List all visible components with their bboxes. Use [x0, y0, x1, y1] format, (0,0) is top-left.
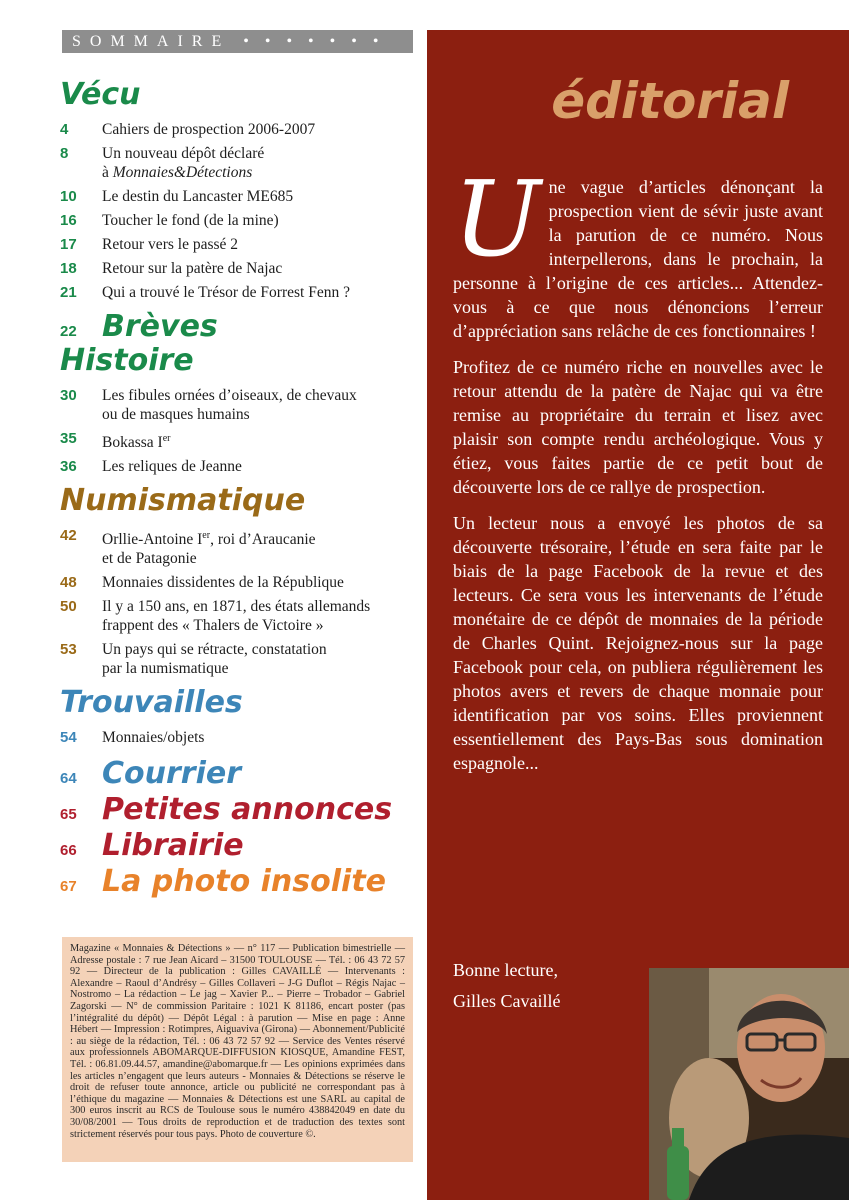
toc-entry-line: par la numismatique	[102, 660, 229, 678]
toc-section-photo-insolite[interactable]	[60, 864, 420, 900]
sommaire-dots: • • • • • • •	[243, 33, 385, 50]
sommaire-header	[62, 30, 413, 53]
section-title-histoire: Histoire	[60, 343, 194, 378]
toc-entry-title: Les reliques de Jeanne	[102, 458, 242, 476]
toc-page-number: 22	[60, 323, 77, 340]
toc-entry-title	[102, 429, 420, 452]
toc-entry-title: Retour vers le passé 2	[102, 236, 239, 253]
section-title-numismatique: Numismatique	[60, 483, 306, 519]
toc-entry-title: Le destin du Lancaster ME685	[102, 188, 294, 205]
toc-entry[interactable]	[60, 120, 420, 139]
toc-entry-title: Monnaies/objets	[102, 729, 205, 747]
section-title-trouvailles: Trouvailles	[60, 685, 243, 721]
sommaire-label: SOMMAIRE	[72, 33, 231, 50]
toc-entry-line: Un nouveau dépôt déclaré	[102, 145, 265, 162]
toc-entry[interactable]	[60, 573, 420, 592]
toc-entry-title: Qui a trouvé le Trésor de Forrest Fenn ?	[102, 284, 350, 301]
toc-entry-title	[102, 640, 420, 678]
toc-entry-title: Cahiers de prospection 2006-2007	[102, 121, 316, 138]
toc-page-number: 16	[60, 212, 77, 229]
toc-entry[interactable]	[60, 235, 420, 254]
section-title-librairie: Librairie	[102, 828, 244, 864]
toc-page-number: 66	[60, 842, 77, 860]
toc-entry-sup: er	[202, 530, 211, 542]
toc-entry[interactable]	[60, 526, 420, 568]
toc-page-number: 17	[60, 236, 77, 253]
toc-page-number: 35	[60, 430, 77, 447]
toc-entry-italic: Monnaies&Détections	[112, 164, 253, 181]
toc-entry-line: et de Patagonie	[102, 550, 197, 568]
toc-page-number: 48	[60, 574, 77, 592]
toc-page-number: 18	[60, 260, 77, 277]
toc-entry-title	[102, 386, 420, 424]
toc-page-number: 65	[60, 806, 77, 824]
toc-entry[interactable]	[60, 211, 420, 230]
toc-entry-title	[102, 597, 420, 635]
toc-page-number: 67	[60, 878, 77, 896]
toc-entry[interactable]	[60, 187, 420, 206]
editorial-signoff	[453, 955, 560, 1017]
toc-page-number: 30	[60, 387, 77, 404]
author-portrait-image	[649, 968, 849, 1200]
toc-page-number: 4	[60, 121, 69, 138]
toc-page-number: 50	[60, 598, 77, 616]
toc-entry-line: , roi d’Araucanie	[210, 531, 316, 549]
toc-entry-title: Retour sur la patère de Najac	[102, 260, 283, 277]
editorial-paragraph: Un lecteur nous a envoyé les photos de sa découverte trésoraire, l’étude en sera faite par le biais de la page Facebook de la revue et des lecteurs. Ce sera vous les intervenants de l’étude monétaire de ce dépôt de monnaies de la période de Charles Quint. Rejoignez-nous sur la page Facebook pour cela, on publiera régulièrement les photos avers et revers de chaque monnaie pour identification par vos soins. Elles proviennent essentiellement des Pays-Bas sous domination espagnole...	[453, 513, 823, 773]
editorial-paragraph: Profitez de ce numéro riche en nouvelles avec le retour attendu de la patère de Najac qui va être remise au propriétaire du terrain et lisez avec plaisir son compte rendu archéologique. Vous y étiez, vous faites partie de ce petit bout de découverte lors de ce rallye de prospection.	[453, 357, 823, 497]
toc-page-number: 21	[60, 284, 77, 301]
toc-entry-line: Un pays qui se rétracte, constatation	[102, 641, 327, 659]
toc-section-breves[interactable]	[60, 309, 420, 344]
section-title-courrier: Courrier	[102, 756, 241, 792]
section-title-vecu: Vécu	[60, 77, 141, 112]
toc-entry-title	[102, 144, 420, 182]
toc-entry[interactable]	[60, 144, 420, 182]
toc-section-courrier[interactable]	[60, 756, 420, 792]
toc-page-number: 54	[60, 729, 77, 747]
toc-entry[interactable]	[60, 728, 420, 747]
toc-entry[interactable]	[60, 457, 420, 476]
colophon: Magazine « Monnaies & Détections » — n° 117 — Publication bimestrielle — Adresse postale : 7 rue Jean Aicard – 31500 TOULOUSE — Tél. : 06 43 72 57 92 — Directeur de la publication : Gilles CAVAILLÉ — Intervenants : Alexandre – Raoul d’Andrésy – Gilles Collaveri – J-G Duflot – Régis Najac – Nostromo – La rédaction – Le jag – Xavier P... – Pierre – Trobador – Gabriel Zagorski — N° de commission Paritaire : 1021 K 81186, encart poster (pas l’intégralité du dépôt) — Dépôt Légal : à parution — Mise en page : Anne Hébert — Impression : Rotimpres, Aiguaviva (Girona) — Abonnement/Publicité : au siège de la rédaction, Tél. : 06 43 72 57 92 — Service des Ventes réservé aux professionnels ABOMARQUE-DIFFUSION KIOSQUE, Amandine FEST, Tél. : 06.81.09.44.57, amandine@abomarque.fr — Les opinions exprimées dans les articles n’engagent que leurs auteurs - Monnaies & Détections se réserve le droit de refuser toute annonce, article ou publicité ne correspondant pas à l’éthique du magazine — Monnaies & Détections est une SARL au capital de 300 euros inscrit au RCS de Toulouse sous le numéro 438842049 en date du 30/08/2001 — Tous droits de reproduction et de traduction des textes sont strictement réservés pour tous pays. Photo de couverture ©.	[62, 937, 413, 1162]
toc-section-librairie[interactable]	[60, 828, 420, 864]
toc-page-number: 36	[60, 458, 77, 476]
greeting: Bonne lecture,	[453, 960, 558, 980]
editorial-panel	[427, 30, 849, 1200]
toc-entry-line: Il y a 150 ans, en 1871, des états allemands	[102, 598, 371, 616]
section-title-breves: Brèves	[102, 309, 218, 344]
author-photo	[649, 968, 849, 1200]
toc-page-number: 8	[60, 145, 69, 162]
toc-entry-line: à	[102, 164, 113, 181]
toc-entry-line: ou de masques humains	[102, 406, 250, 423]
toc-page-number: 42	[60, 527, 77, 545]
toc-entry-line: Les fibules ornées d’oiseaux, de chevaux	[102, 387, 357, 404]
section-title-photo-insolite: La photo insolite	[102, 864, 387, 900]
toc-section-petites-annonces[interactable]	[60, 792, 420, 828]
toc-entry-title: Monnaies dissidentes de la République	[102, 574, 344, 592]
toc-entry[interactable]	[60, 259, 420, 278]
editorial-title: éditorial	[551, 72, 789, 130]
toc-entry[interactable]	[60, 429, 420, 452]
editorial-paragraph	[453, 158, 823, 343]
toc-entry-title	[102, 526, 420, 568]
toc-entry[interactable]	[60, 597, 420, 635]
signature: Gilles Cavaillé	[453, 991, 561, 1011]
toc-page-number: 53	[60, 641, 77, 659]
section-title-petites-annonces: Petites annonces	[102, 792, 393, 828]
toc-entry-title: Toucher le fond (de la mine)	[102, 212, 279, 229]
editorial-body	[453, 158, 823, 787]
table-of-contents	[60, 77, 420, 900]
editorial-paragraph-text: ne vague d’articles dénonçant la prospection vient de sévir juste avant la parution de ce numéro. Nous interpellerons, dans le prochain, la personne à l’origine de ces articles... Attendez-vous à ce que nous dénoncions l’erreur d’appréciation sans relâche de ces fonctionnaires !	[453, 177, 823, 341]
toc-entry[interactable]	[60, 640, 420, 678]
toc-entry-sup: er	[162, 433, 171, 444]
toc-page-number: 10	[60, 188, 77, 205]
toc-entry-line: Orllie-Antoine I	[102, 531, 203, 549]
drop-cap: U	[453, 158, 541, 280]
toc-entry[interactable]	[60, 283, 420, 302]
toc-entry-text: Bokassa I	[102, 434, 163, 452]
toc-page-number: 64	[60, 770, 77, 788]
toc-entry-line: frappent des « Thalers de Victoire »	[102, 617, 324, 635]
toc-entry[interactable]	[60, 386, 420, 424]
